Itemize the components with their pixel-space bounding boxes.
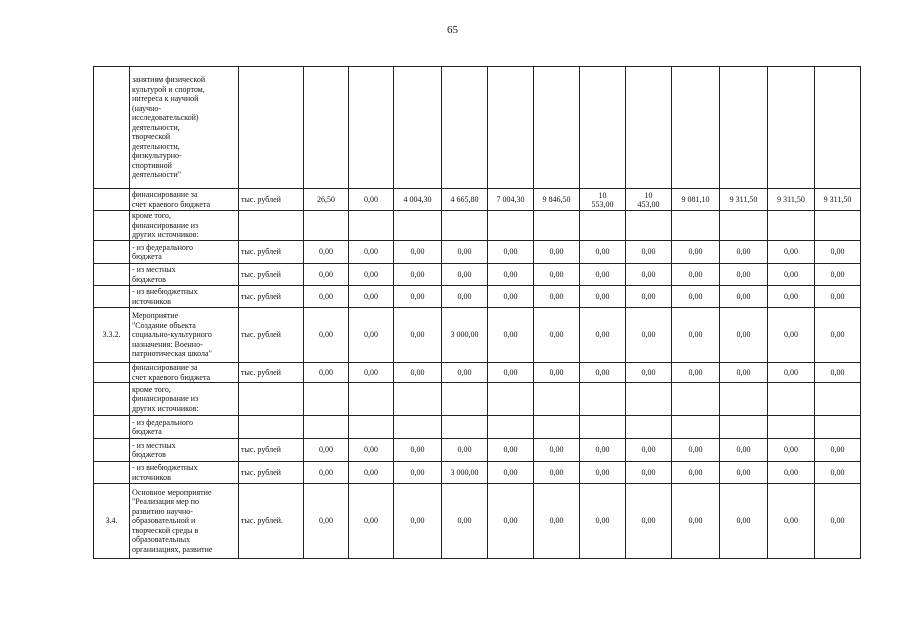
value-cell: 0,00 xyxy=(626,462,672,484)
value-cell: 0,00 xyxy=(304,241,349,264)
row-index xyxy=(94,416,130,439)
row-name: - из местных бюджетов xyxy=(130,264,239,286)
table-row xyxy=(94,439,861,462)
row-name: - из федерального бюджета xyxy=(130,241,239,264)
value-cell xyxy=(815,416,861,439)
table-row xyxy=(94,241,861,264)
value-cell xyxy=(672,383,720,416)
value-cell: 0,00 xyxy=(768,484,815,559)
value-cell xyxy=(304,416,349,439)
value-cell: 0,00 xyxy=(672,462,720,484)
value-cell xyxy=(626,211,672,241)
value-cell: 0,00 xyxy=(394,264,442,286)
value-cell xyxy=(626,67,672,189)
value-cell: 0,00 xyxy=(626,363,672,383)
value-cell: 0,00 xyxy=(768,264,815,286)
value-cell: 0,00 xyxy=(488,439,534,462)
table-row xyxy=(94,416,861,439)
value-cell: 10 553,00 xyxy=(580,189,626,211)
row-name: финансирование за счет краевого бюджета xyxy=(130,363,239,383)
value-cell: 0,00 xyxy=(672,308,720,363)
value-cell: 0,00 xyxy=(304,264,349,286)
value-cell: 0,00 xyxy=(534,308,580,363)
value-cell xyxy=(488,383,534,416)
value-cell: 0,00 xyxy=(488,308,534,363)
value-cell: 0,00 xyxy=(349,363,394,383)
table-row xyxy=(94,189,861,211)
value-cell xyxy=(534,211,580,241)
row-name: - из местных бюджетов xyxy=(130,439,239,462)
value-cell xyxy=(349,416,394,439)
value-cell xyxy=(304,67,349,189)
value-cell: 0,00 xyxy=(304,439,349,462)
table-row xyxy=(94,484,861,559)
value-cell xyxy=(304,211,349,241)
row-unit: тыс. рублей xyxy=(239,189,304,211)
value-cell: 0,00 xyxy=(580,308,626,363)
row-name: занятиям физической культурой и спортом, интереса к научной (научно- исследовательской) деятельности, творческой деятельности, физкультурно- спортивной деятельности" xyxy=(130,67,239,189)
value-cell: 0,00 xyxy=(580,439,626,462)
value-cell: 0,00 xyxy=(720,241,768,264)
value-cell: 0,00 xyxy=(672,484,720,559)
value-cell: 0,00 xyxy=(488,286,534,308)
value-cell: 0,00 xyxy=(442,264,488,286)
table-row xyxy=(94,67,861,189)
value-cell xyxy=(626,416,672,439)
value-cell: 0,00 xyxy=(349,241,394,264)
row-name: Мероприятие "Создание объекта социально-культурного назначения: Военно- патриотическая школа" xyxy=(130,308,239,363)
value-cell: 0,00 xyxy=(534,462,580,484)
value-cell xyxy=(768,416,815,439)
value-cell: 0,00 xyxy=(394,439,442,462)
value-cell xyxy=(720,416,768,439)
value-cell xyxy=(720,67,768,189)
value-cell: 0,00 xyxy=(488,462,534,484)
row-name: - из федерального бюджета xyxy=(130,416,239,439)
value-cell: 0,00 xyxy=(394,286,442,308)
table-row xyxy=(94,462,861,484)
row-unit xyxy=(239,67,304,189)
value-cell: 0,00 xyxy=(304,286,349,308)
value-cell: 9 846,50 xyxy=(534,189,580,211)
value-cell: 0,00 xyxy=(580,363,626,383)
value-cell: 0,00 xyxy=(304,363,349,383)
value-cell: 0,00 xyxy=(534,264,580,286)
row-unit: тыс. рублей xyxy=(239,439,304,462)
table-row xyxy=(94,211,861,241)
value-cell xyxy=(720,211,768,241)
row-index xyxy=(94,189,130,211)
row-name: кроме того, финансирование из других источников: xyxy=(130,211,239,241)
value-cell: 0,00 xyxy=(580,484,626,559)
value-cell: 0,00 xyxy=(815,363,861,383)
value-cell xyxy=(580,67,626,189)
value-cell: 9 311,50 xyxy=(768,189,815,211)
row-name: - из внебюджетных источников xyxy=(130,286,239,308)
value-cell: 7 004,30 xyxy=(488,189,534,211)
value-cell: 0,00 xyxy=(815,462,861,484)
value-cell: 0,00 xyxy=(720,264,768,286)
value-cell xyxy=(394,416,442,439)
value-cell: 0,00 xyxy=(720,462,768,484)
value-cell: 0,00 xyxy=(349,462,394,484)
value-cell: 0,00 xyxy=(488,484,534,559)
value-cell: 0,00 xyxy=(442,439,488,462)
value-cell: 0,00 xyxy=(394,484,442,559)
value-cell: 0,00 xyxy=(534,286,580,308)
value-cell xyxy=(580,383,626,416)
value-cell: 0,00 xyxy=(349,484,394,559)
row-name: - из внебюджетных источников xyxy=(130,462,239,484)
value-cell: 0,00 xyxy=(626,264,672,286)
value-cell xyxy=(672,67,720,189)
table-row xyxy=(94,363,861,383)
row-index xyxy=(94,383,130,416)
table-row xyxy=(94,308,861,363)
row-unit xyxy=(239,211,304,241)
value-cell xyxy=(768,383,815,416)
row-index: 3.3.2. xyxy=(94,308,130,363)
value-cell: 0,00 xyxy=(815,241,861,264)
value-cell: 0,00 xyxy=(626,241,672,264)
value-cell: 0,00 xyxy=(768,462,815,484)
value-cell: 0,00 xyxy=(626,286,672,308)
value-cell: 0,00 xyxy=(768,308,815,363)
value-cell xyxy=(349,67,394,189)
row-name: Основное мероприятие "Реализация мер по развитию научно- образовательной и творческой среды в образовательных организациях, развитие xyxy=(130,484,239,559)
row-name: кроме того, финансирование из других источников: xyxy=(130,383,239,416)
value-cell xyxy=(442,383,488,416)
value-cell: 0,00 xyxy=(349,308,394,363)
value-cell: 0,00 xyxy=(672,241,720,264)
value-cell: 0,00 xyxy=(768,363,815,383)
value-cell: 3 000,00 xyxy=(442,308,488,363)
budget-table xyxy=(93,66,861,559)
value-cell xyxy=(488,416,534,439)
row-index xyxy=(94,363,130,383)
row-unit xyxy=(239,416,304,439)
value-cell xyxy=(349,211,394,241)
value-cell: 0,00 xyxy=(768,439,815,462)
value-cell: 0,00 xyxy=(488,264,534,286)
value-cell: 4 665,80 xyxy=(442,189,488,211)
value-cell xyxy=(394,383,442,416)
value-cell xyxy=(394,211,442,241)
value-cell: 0,00 xyxy=(442,484,488,559)
value-cell: 0,00 xyxy=(768,286,815,308)
value-cell xyxy=(304,383,349,416)
row-unit: тыс. рублей xyxy=(239,264,304,286)
value-cell xyxy=(815,383,861,416)
value-cell: 0,00 xyxy=(626,308,672,363)
row-index xyxy=(94,211,130,241)
value-cell: 0,00 xyxy=(815,264,861,286)
value-cell: 0,00 xyxy=(394,363,442,383)
value-cell xyxy=(349,383,394,416)
value-cell: 0,00 xyxy=(815,308,861,363)
value-cell xyxy=(534,416,580,439)
value-cell: 0,00 xyxy=(580,286,626,308)
value-cell xyxy=(488,211,534,241)
row-unit: тыс. рублей xyxy=(239,286,304,308)
value-cell xyxy=(626,383,672,416)
row-index: 3.4. xyxy=(94,484,130,559)
value-cell: 0,00 xyxy=(534,363,580,383)
value-cell: 0,00 xyxy=(672,264,720,286)
value-cell: 0,00 xyxy=(304,308,349,363)
row-index xyxy=(94,264,130,286)
value-cell xyxy=(534,383,580,416)
value-cell: 9 311,50 xyxy=(815,189,861,211)
value-cell: 0,00 xyxy=(768,241,815,264)
value-cell: 0,00 xyxy=(534,241,580,264)
value-cell: 0,00 xyxy=(720,286,768,308)
value-cell xyxy=(768,67,815,189)
value-cell: 0,00 xyxy=(442,363,488,383)
value-cell xyxy=(394,67,442,189)
row-unit: тыс. рублей. xyxy=(239,484,304,559)
value-cell xyxy=(442,67,488,189)
value-cell: 0,00 xyxy=(534,439,580,462)
value-cell xyxy=(534,67,580,189)
value-cell: 0,00 xyxy=(488,241,534,264)
value-cell: 9 081,10 xyxy=(672,189,720,211)
row-index xyxy=(94,439,130,462)
value-cell: 0,00 xyxy=(815,484,861,559)
value-cell xyxy=(815,211,861,241)
table-row xyxy=(94,264,861,286)
table-row xyxy=(94,286,861,308)
value-cell xyxy=(815,67,861,189)
row-name: финансирование за счет краевого бюджета xyxy=(130,189,239,211)
row-index xyxy=(94,241,130,264)
value-cell: 0,00 xyxy=(304,484,349,559)
value-cell: 10 453,00 xyxy=(626,189,672,211)
value-cell: 0,00 xyxy=(304,462,349,484)
value-cell: 0,00 xyxy=(442,241,488,264)
value-cell: 0,00 xyxy=(394,462,442,484)
value-cell xyxy=(672,416,720,439)
value-cell: 0,00 xyxy=(815,286,861,308)
table-row xyxy=(94,383,861,416)
value-cell: 0,00 xyxy=(720,363,768,383)
value-cell: 0,00 xyxy=(349,189,394,211)
value-cell: 26,50 xyxy=(304,189,349,211)
row-unit: тыс. рублей xyxy=(239,363,304,383)
row-index xyxy=(94,67,130,189)
value-cell xyxy=(580,211,626,241)
value-cell: 0,00 xyxy=(488,363,534,383)
value-cell: 0,00 xyxy=(349,264,394,286)
value-cell xyxy=(580,416,626,439)
value-cell xyxy=(672,211,720,241)
value-cell: 0,00 xyxy=(442,286,488,308)
value-cell xyxy=(488,67,534,189)
value-cell: 0,00 xyxy=(720,308,768,363)
row-index xyxy=(94,286,130,308)
page-number: 65 xyxy=(447,24,458,36)
value-cell xyxy=(442,416,488,439)
value-cell: 9 311,50 xyxy=(720,189,768,211)
value-cell: 0,00 xyxy=(720,484,768,559)
row-unit xyxy=(239,383,304,416)
value-cell: 0,00 xyxy=(580,264,626,286)
value-cell: 0,00 xyxy=(720,439,768,462)
value-cell xyxy=(720,383,768,416)
value-cell: 0,00 xyxy=(534,484,580,559)
row-index xyxy=(94,462,130,484)
value-cell: 0,00 xyxy=(349,286,394,308)
value-cell: 0,00 xyxy=(815,439,861,462)
value-cell: 0,00 xyxy=(394,241,442,264)
row-unit: тыс. рублей xyxy=(239,308,304,363)
value-cell: 0,00 xyxy=(626,484,672,559)
value-cell: 0,00 xyxy=(672,439,720,462)
value-cell: 0,00 xyxy=(672,286,720,308)
value-cell: 3 000,00 xyxy=(442,462,488,484)
row-unit: тыс. рублей xyxy=(239,241,304,264)
value-cell: 0,00 xyxy=(672,363,720,383)
value-cell xyxy=(768,211,815,241)
value-cell: 0,00 xyxy=(580,462,626,484)
row-unit: тыс. рублей xyxy=(239,462,304,484)
value-cell: 0,00 xyxy=(394,308,442,363)
value-cell: 0,00 xyxy=(580,241,626,264)
value-cell: 0,00 xyxy=(349,439,394,462)
value-cell xyxy=(442,211,488,241)
value-cell: 4 004,30 xyxy=(394,189,442,211)
value-cell: 0,00 xyxy=(626,439,672,462)
